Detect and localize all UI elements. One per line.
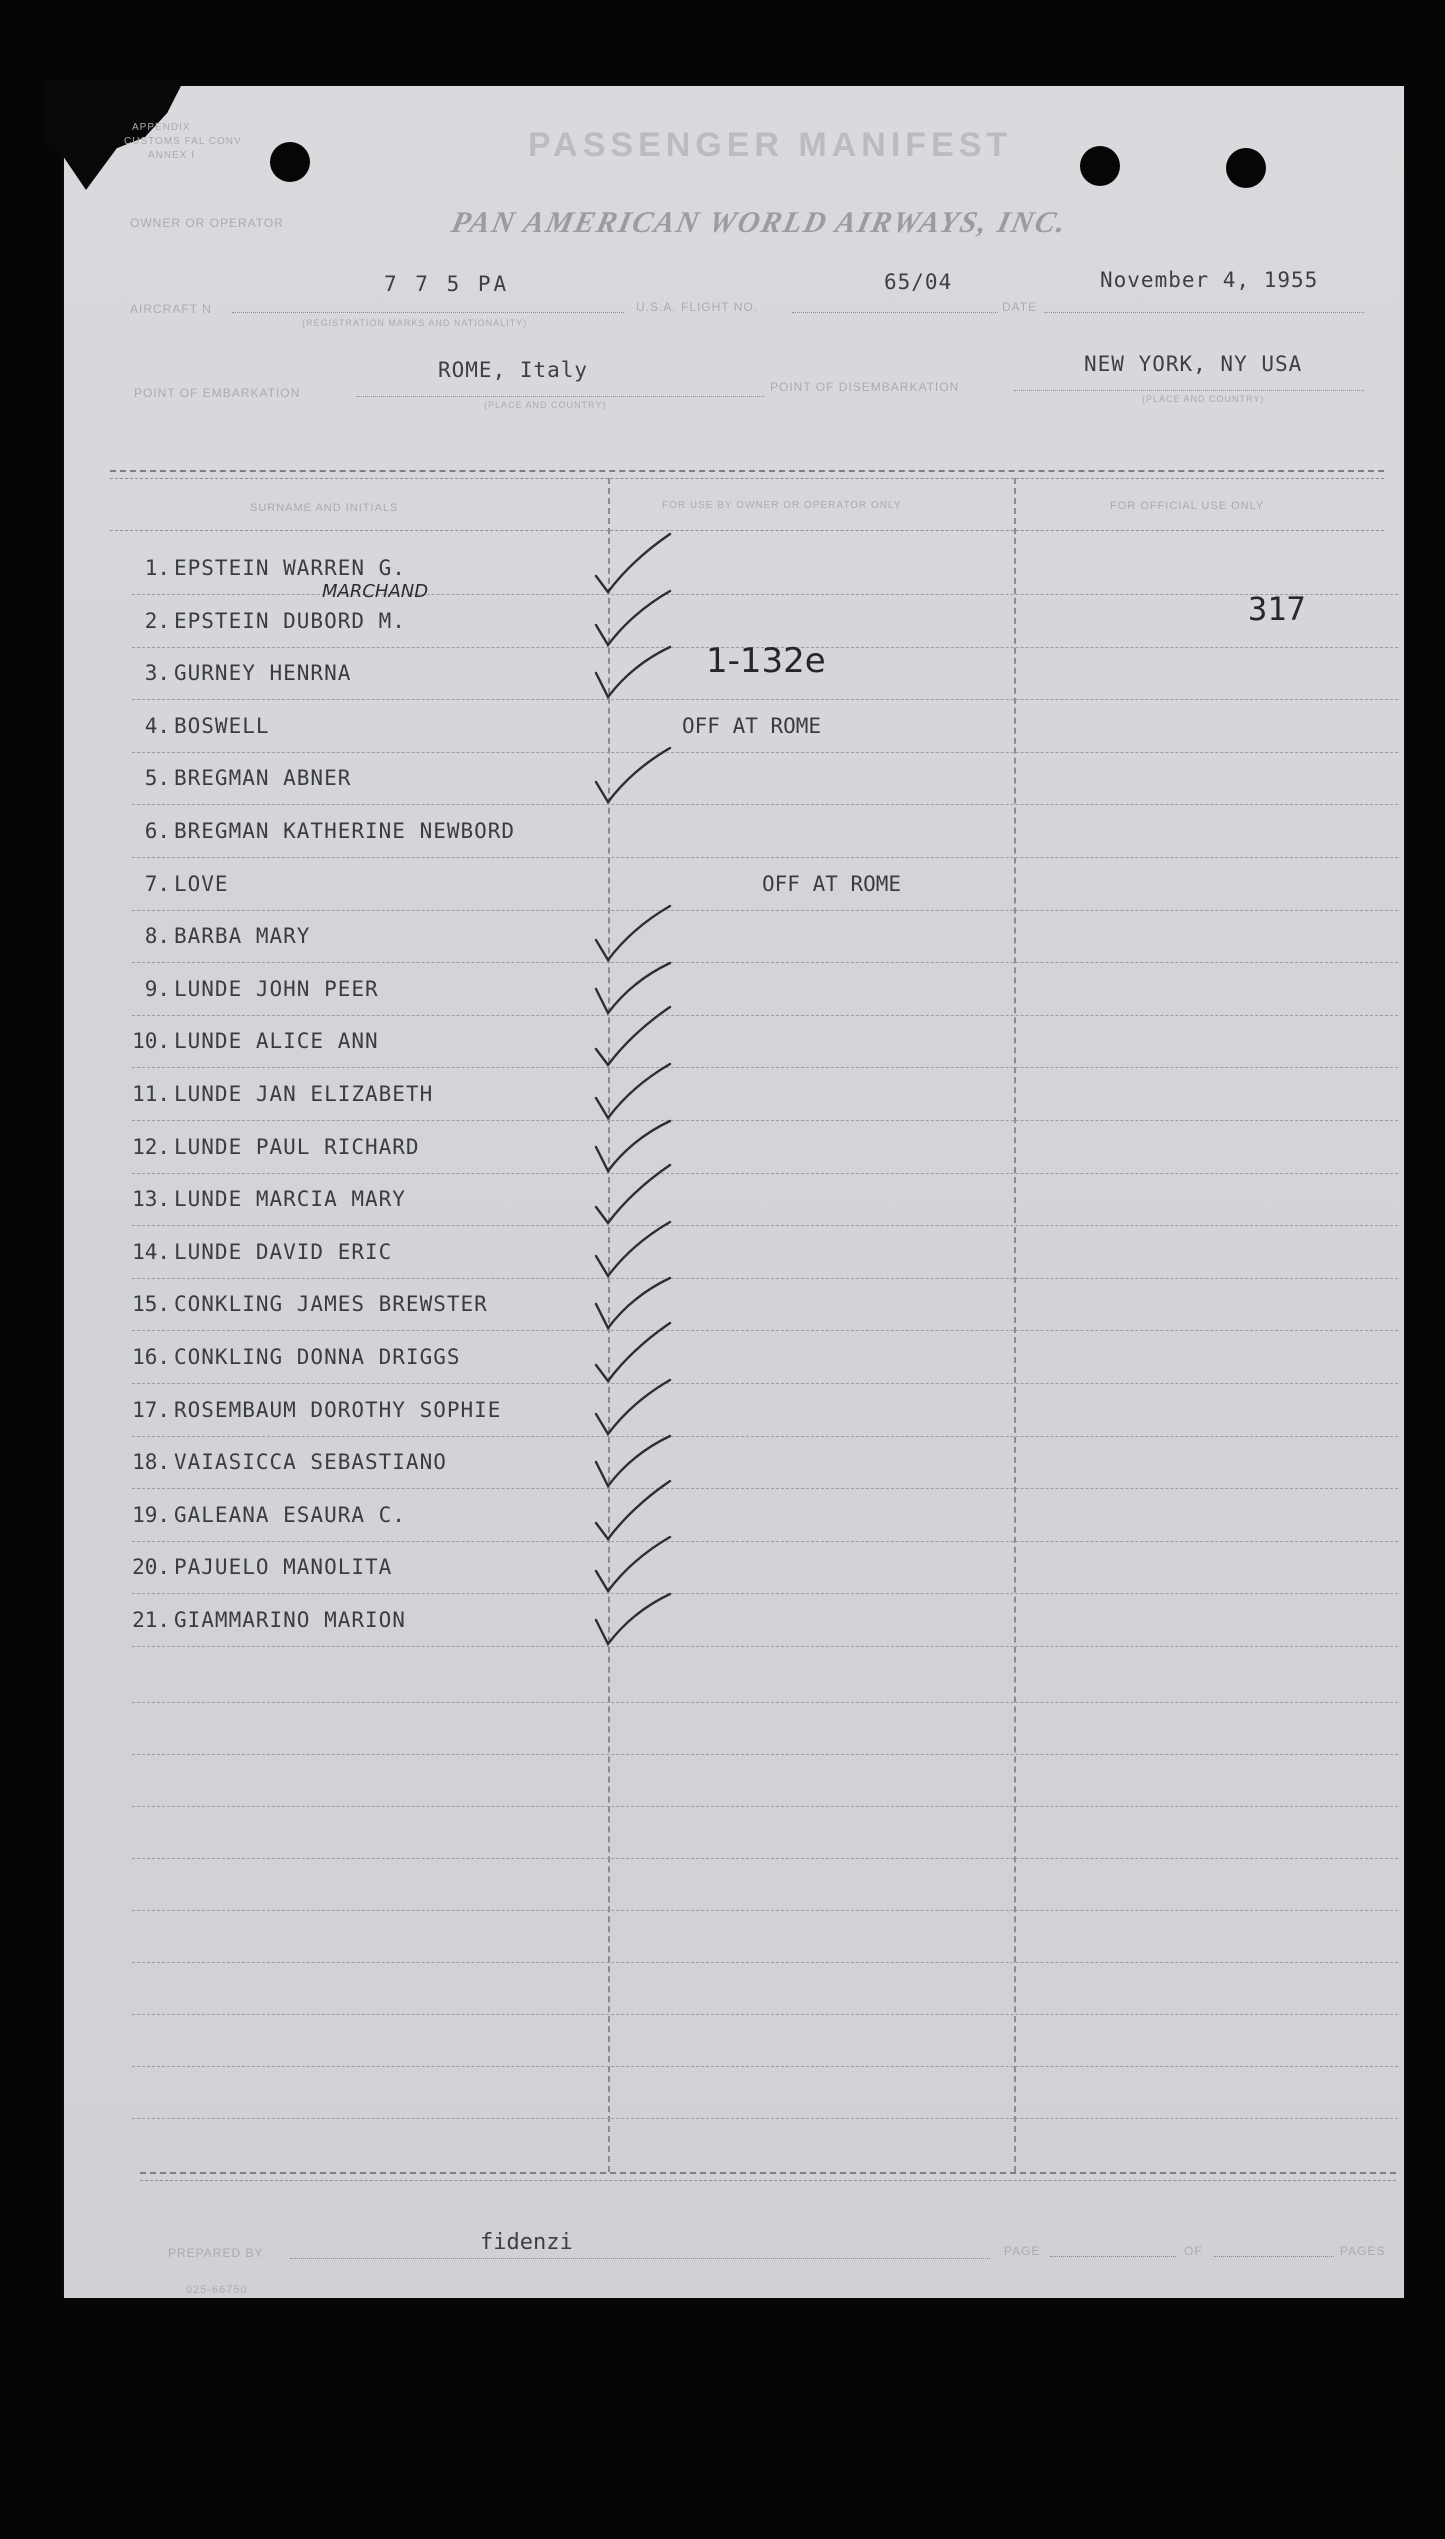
row-rule [132,1225,1398,1226]
corner-mark: APPENDIX [132,122,191,133]
passenger-number: 20. [132,1555,170,1580]
passenger-name: GIAMMARINO MARION [174,1608,406,1632]
manifest-title: PASSENGER MANIFEST [528,126,1013,164]
passenger-row [108,1545,1398,1597]
row-rule [132,1593,1398,1594]
of-label: OF [1184,2244,1203,2258]
row-rule [132,1173,1398,1174]
row-rule [132,1067,1398,1068]
passenger-number: 2. [144,608,170,633]
row-rule [132,962,1398,963]
punch-hole [1080,146,1120,186]
row-rule [132,1541,1398,1542]
passenger-row [108,1230,1398,1282]
passenger-number: 3. [144,661,170,686]
row-rule [132,1436,1398,1437]
passenger-name: GURNEY HENRNA [174,661,352,686]
passenger-row [108,1388,1398,1440]
passenger-number: 9. [144,976,170,1001]
passenger-name: LUNDE MARCIA MARY [174,1187,406,1212]
passenger-name: EPSTEIN DUBORD M. [174,608,406,633]
disembark-line [1014,390,1364,391]
passenger-number: 15. [132,1292,170,1317]
embark-line [356,396,764,397]
carrier-name: PAN AMERICAN WORLD AIRWAYS, INC. [448,206,1071,239]
flight-label: U.S.A. FLIGHT NO. [636,300,759,314]
prepared-label: PREPARED BY [168,2246,264,2260]
passenger-name: EPSTEIN WARREN G. [174,556,406,580]
pages-label: PAGES [1340,2244,1386,2258]
checkmark-icon [588,1582,678,1652]
form-number: 025-66750 [186,2284,248,2296]
passenger-row [108,1598,1398,1650]
passenger-name: BOSWELL [174,713,270,738]
row-rule [132,1120,1398,1121]
row-rule [132,1015,1398,1016]
row-rule [132,804,1398,805]
status-remark: OFF AT ROME [762,871,902,896]
row-rule [132,1488,1398,1489]
passenger-row [108,1125,1398,1177]
row-rule [132,1383,1398,1384]
passenger-row [108,809,1398,861]
passenger-row [108,704,1398,756]
blank-row [132,2118,1398,2119]
disembark-hint: (PLACE AND COUNTRY) [1142,394,1265,404]
passenger-name: LUNDE PAUL RICHARD [174,1134,420,1159]
passenger-number: 8. [144,924,170,949]
passenger-name: BREGMAN KATHERINE NEWBORD [174,819,516,843]
aircraft-label: AIRCRAFT N [130,302,212,316]
passenger-row [108,862,1398,914]
page-label: PAGE [1004,2244,1041,2258]
table-bottom-rule [140,2172,1396,2174]
aircraft-value: 7 7 5 PA [384,272,510,296]
passenger-name: GALEANA ESAURA C. [174,1502,406,1527]
blank-row [132,1702,1398,1703]
date-value: November 4, 1955 [1100,268,1319,292]
passenger-row [108,967,1398,1019]
disembark-value: NEW YORK, NY USA [1084,352,1303,376]
passenger-row [108,1282,1398,1334]
status-remark: OFF AT ROME [682,713,822,738]
prepared-by-value: fidenzi [480,2230,573,2255]
embark-label: POINT OF EMBARKATION [134,386,301,400]
passenger-name: LOVE [174,871,229,896]
passenger-number: 19. [132,1502,170,1527]
passenger-number: 4. [144,713,170,738]
corner-mark: ANNEX I [148,150,196,161]
row-rule [132,1646,1398,1647]
blank-row [132,1806,1398,1807]
passenger-number: 1. [144,556,170,580]
date-line [1044,312,1364,313]
checkmark-icon [588,635,678,705]
punch-hole [1226,148,1266,188]
row-rule [132,857,1398,858]
page-line [1050,2256,1176,2257]
passenger-name: CONKLING JAMES BREWSTER [174,1292,488,1317]
passenger-name: LUNDE JAN ELIZABETH [174,1082,434,1106]
passenger-name: VAIASICCA SEBASTIANO [174,1450,447,1475]
row-rule [132,752,1398,753]
passenger-number: 5. [144,766,170,791]
passenger-row [108,914,1398,966]
registration-hint: (REGISTRATION MARKS AND NATIONALITY) [302,318,528,328]
blank-row [132,2014,1398,2015]
passenger-name: BARBA MARY [174,924,311,949]
checkmark-icon [588,740,678,810]
passenger-number: 17. [132,1397,170,1422]
prepared-line [290,2258,990,2259]
passenger-name: LUNDE DAVID ERIC [174,1239,393,1264]
header-bottom-rule [110,530,1384,531]
passenger-name: CONKLING DONNA DRIGGS [174,1345,461,1369]
official-number: 317 [1248,590,1306,628]
corner-mark: CUSTOMS FAL CONV [124,136,242,147]
passenger-row [108,1493,1398,1545]
table-bottom-rule [140,2180,1396,2181]
passenger-row [108,1019,1398,1071]
of-line [1214,2256,1334,2257]
handwritten-annotation: MARCHAND [322,580,429,602]
passenger-number: 7. [144,871,170,896]
passenger-number: 13. [132,1187,170,1212]
handwritten-remark: 1-132e [706,641,826,682]
blank-row [132,1910,1398,1911]
flight-line [792,312,998,313]
aircraft-line [232,312,624,313]
passenger-number: 21. [132,1608,170,1632]
table-top-rule [110,478,1384,479]
blank-row [132,1962,1398,1963]
row-rule [132,1330,1398,1331]
passenger-row [108,1072,1398,1124]
checkmark-stroke [596,748,670,802]
passenger-row [108,1335,1398,1387]
passenger-row [108,756,1398,808]
passenger-row [108,546,1398,598]
passenger-name: PAJUELO MANOLITA [174,1555,393,1580]
blank-row [132,1754,1398,1755]
table-top-rule [110,470,1384,472]
disembark-label: POINT OF DISEMBARKATION [770,380,960,394]
passenger-number: 10. [132,1029,170,1054]
passenger-number: 12. [132,1134,170,1159]
blank-row [132,2066,1398,2067]
passenger-row [108,641,1398,703]
embark-value: ROME, Italy [438,358,589,382]
owner-label: OWNER OR OPERATOR [130,216,284,230]
passenger-number: 11. [132,1082,170,1106]
checkmark-stroke [596,647,670,697]
passenger-name: LUNDE JOHN PEER [174,976,379,1001]
passenger-row [108,1177,1398,1229]
passenger-name: BREGMAN ABNER [174,766,352,791]
passenger-name: ROSEMBAUM DOROTHY SOPHIE [174,1397,502,1422]
col-operator-header: FOR USE BY OWNER OR OPERATOR ONLY [662,500,902,511]
date-label: DATE [1002,300,1038,314]
punch-hole [270,142,310,182]
embark-hint: (PLACE AND COUNTRY) [484,400,607,410]
col-official-header: FOR OFFICIAL USE ONLY [1110,500,1265,512]
passenger-name: LUNDE ALICE ANN [174,1029,379,1054]
checkmark-stroke [596,1594,670,1644]
row-rule [132,1278,1398,1279]
passenger-row [108,1440,1398,1492]
row-rule [132,910,1398,911]
passenger-number: 16. [132,1345,170,1369]
blank-row [132,1858,1398,1859]
col-surname-header: SURNAME AND INITIALS [250,502,399,514]
passenger-number: 18. [132,1450,170,1475]
passenger-number: 6. [144,819,170,843]
passenger-number: 14. [132,1239,170,1264]
row-rule [132,699,1398,700]
flight-value: 65/04 [884,270,953,294]
